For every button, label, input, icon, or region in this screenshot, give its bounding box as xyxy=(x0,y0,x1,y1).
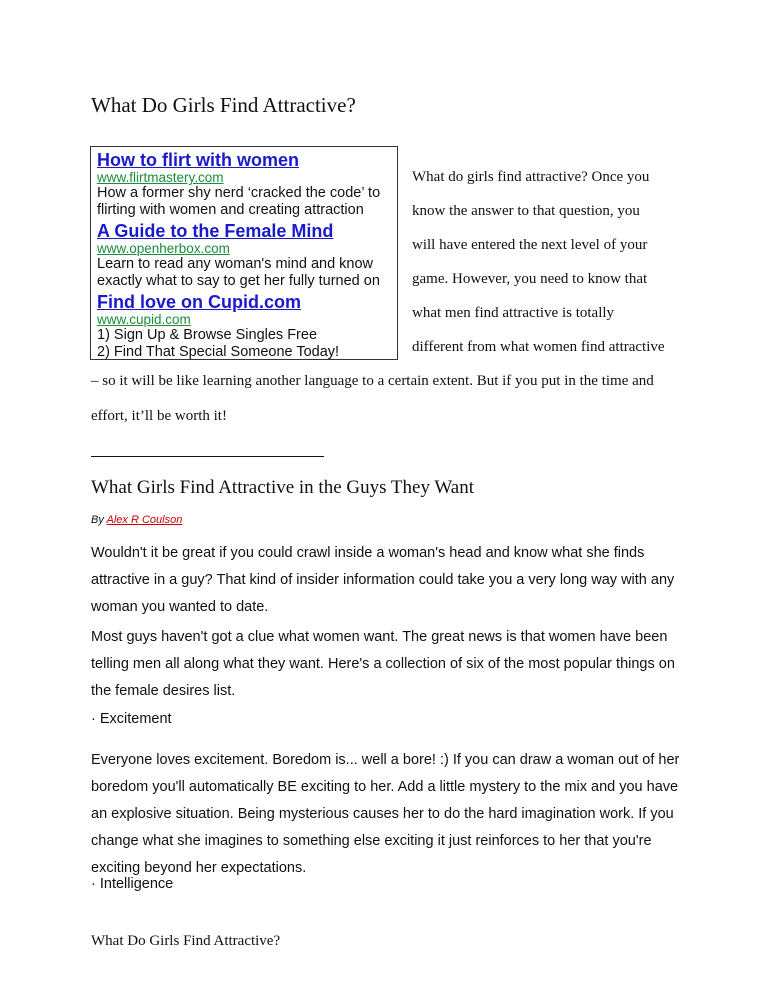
ad-description: Learn to read any woman's mind and know xyxy=(97,256,374,272)
intro-line: know the answer to that question, you xyxy=(412,203,640,219)
ad-description: 1) Sign Up & Browse Singles Free xyxy=(97,327,318,343)
ad-url-link[interactable]: www.cupid.com xyxy=(97,312,191,327)
intro-line: will have entered the next level of your xyxy=(412,237,648,253)
ad-description: exactly what to say to get her fully turned on xyxy=(97,273,380,289)
bullet-text: · Excitement xyxy=(91,711,172,727)
intro-line: game. However, you need to know that xyxy=(412,271,648,287)
paragraph-line: Most guys haven't got a clue what women want. The great news is that women have been xyxy=(91,629,668,645)
paragraph-line: exciting beyond her expectations. xyxy=(91,860,307,876)
section-heading: What Girls Find Attractive in the Guys They Want xyxy=(91,477,474,498)
ad-description: 2) Find That Special Someone Today! xyxy=(97,344,340,360)
intro-line: effort, it’ll be worth it! xyxy=(91,408,227,424)
paragraph-line: an explosive situation. Being mysterious causes her to do the hard imagination work. If you xyxy=(91,806,674,822)
byline xyxy=(91,514,182,526)
author-link[interactable]: Alex R Coulson xyxy=(106,514,183,526)
ad-item xyxy=(97,150,397,219)
ad-description: flirting with women and creating attraction xyxy=(97,202,364,218)
page-footer: What Do Girls Find Attractive? xyxy=(91,933,281,949)
paragraph-line: attractive in a guy? That kind of insider information could take you a very long way with any xyxy=(91,572,675,588)
ad-item xyxy=(97,292,397,361)
ad-box xyxy=(90,146,398,360)
paragraph xyxy=(91,747,691,882)
paragraph-line: Everyone loves excitement. Boredom is... well a bore! :) If you can draw a woman out of her xyxy=(91,752,680,768)
paragraph xyxy=(91,624,691,705)
intro-column xyxy=(412,160,672,364)
byline-label: By xyxy=(91,514,104,526)
ad-title-link[interactable]: How to flirt with women xyxy=(97,150,299,170)
paragraph-line: the female desires list. xyxy=(91,683,236,699)
ad-title-link[interactable]: A Guide to the Female Mind xyxy=(97,221,334,241)
bullet-text: · Intelligence xyxy=(91,876,174,892)
paragraph xyxy=(91,540,691,621)
intro-line: What do girls find attractive? Once you xyxy=(412,169,650,185)
paragraph-line: woman you wanted to date. xyxy=(91,599,269,615)
ad-url-link[interactable]: www.openherbox.com xyxy=(97,241,230,256)
paragraph-line: boredom you'll automatically BE exciting to her. Add a little mystery to the mix and you have xyxy=(91,779,679,795)
paragraph-line: change what she imagines to something else exciting it just reinforces to her that you're xyxy=(91,833,652,849)
intro-line: different from what women find attractive xyxy=(412,339,665,355)
page-title: What Do Girls Find Attractive? xyxy=(91,93,356,117)
intro-line: what men find attractive is totally xyxy=(412,305,615,321)
paragraph-line: telling men all along what they want. Here's a collection of six of the most popular things on xyxy=(91,656,675,672)
intro-line: – so it will be like learning another language to a certain extent. But if you put in the time and xyxy=(91,373,654,389)
bullet-item xyxy=(91,706,691,733)
separator-line xyxy=(91,456,324,457)
ad-item xyxy=(97,221,397,290)
ad-description: How a former shy nerd ‘cracked the code’ to xyxy=(97,185,381,201)
paragraph-line: Wouldn't it be great if you could crawl inside a woman's head and know what she finds xyxy=(91,545,645,561)
ad-url-link[interactable]: www.flirtmastery.com xyxy=(97,170,224,185)
bullet-item xyxy=(91,871,691,898)
ad-title-link[interactable]: Find love on Cupid.com xyxy=(97,292,301,312)
